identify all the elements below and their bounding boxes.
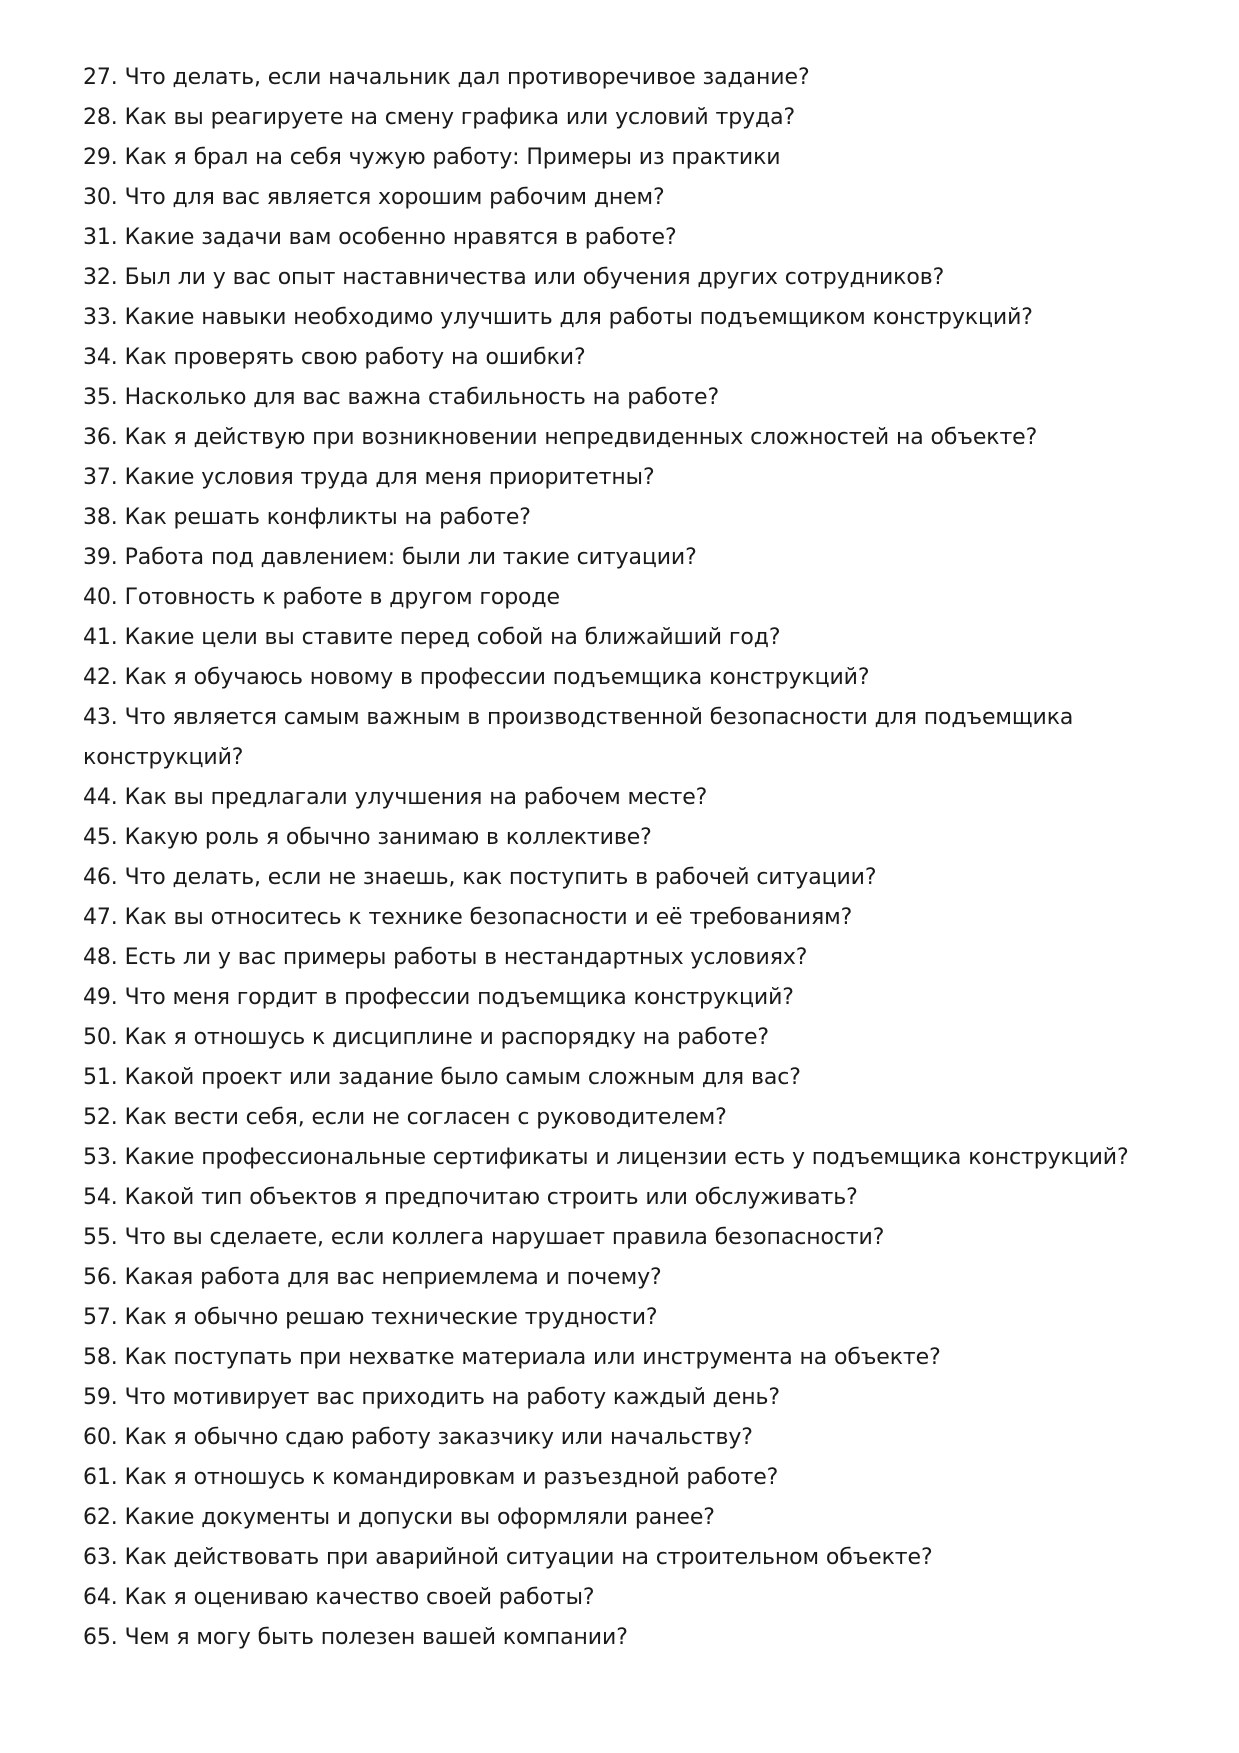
list-item: 61. Как я отношусь к командировкам и разъездной работе?: [83, 1465, 779, 1490]
list-item: 59. Что мотивирует вас приходить на работу каждый день?: [83, 1385, 780, 1410]
list-item: 33. Какие навыки необходимо улучшить для работы подъемщиком конструкций?: [83, 305, 1033, 330]
list-item: 64. Как я оцениваю качество своей работы?: [83, 1585, 595, 1610]
list-item: 31. Какие задачи вам особенно нравятся в работе?: [83, 225, 677, 250]
list-item: 46. Что делать, если не знаешь, как поступить в рабочей ситуации?: [83, 865, 877, 890]
list-item: 56. Какая работа для вас неприемлема и почему?: [83, 1265, 662, 1290]
list-item: 55. Что вы сделаете, если коллега нарушает правила безопасности?: [83, 1225, 885, 1250]
list-item: 48. Есть ли у вас примеры работы в нестандартных условиях?: [83, 945, 808, 970]
list-item: 47. Как вы относитесь к технике безопасности и её требованиям?: [83, 905, 853, 930]
list-item: 50. Как я отношусь к дисциплине и распорядку на работе?: [83, 1025, 769, 1050]
list-item: 36. Как я действую при возникновении непредвиденных сложностей на объекте?: [83, 425, 1038, 450]
list-item: 58. Как поступать при нехватке материала или инструмента на объекте?: [83, 1345, 941, 1370]
list-item: 49. Что меня гордит в профессии подъемщика конструкций?: [83, 985, 794, 1010]
list-item: 51. Какой проект или задание было самым сложным для вас?: [83, 1065, 801, 1090]
list-item: 30. Что для вас является хорошим рабочим днем?: [83, 185, 665, 210]
list-item: 42. Как я обучаюсь новому в профессии подъемщика конструкций?: [83, 665, 870, 690]
list-item: 57. Как я обычно решаю технические трудности?: [83, 1305, 658, 1330]
list-item: 52. Как вести себя, если не согласен с руководителем?: [83, 1105, 727, 1130]
list-item: 40. Готовность к работе в другом городе: [83, 585, 560, 610]
list-item: 28. Как вы реагируете на смену графика или условий труда?: [83, 105, 796, 130]
list-item: 45. Какую роль я обычно занимаю в коллективе?: [83, 825, 652, 850]
list-item: 65. Чем я могу быть полезен вашей компании?: [83, 1625, 628, 1650]
list-item: 39. Работа под давлением: были ли такие ситуации?: [83, 545, 697, 570]
list-item: 43. Что является самым важным в производственной безопасности для подъемщика конструкций?: [83, 705, 1074, 770]
list-item: 53. Какие профессиональные сертификаты и лицензии есть у подъемщика конструкций?: [83, 1145, 1129, 1170]
list-item: 29. Как я брал на себя чужую работу: Примеры из практики: [83, 145, 781, 170]
list-item: 41. Какие цели вы ставите перед собой на ближайший год?: [83, 625, 781, 650]
list-item: 27. Что делать, если начальник дал противоречивое задание?: [83, 65, 810, 90]
list-item: 60. Как я обычно сдаю работу заказчику или начальству?: [83, 1425, 753, 1450]
question-list: [83, 58, 1163, 1658]
list-item: 63. Как действовать при аварийной ситуации на строительном объекте?: [83, 1545, 933, 1570]
list-item: 35. Насколько для вас важна стабильность на работе?: [83, 385, 720, 410]
list-item: 38. Как решать конфликты на работе?: [83, 505, 531, 530]
list-item: 54. Какой тип объектов я предпочитаю строить или обслуживать?: [83, 1185, 858, 1210]
list-item: 62. Какие документы и допуски вы оформляли ранее?: [83, 1505, 715, 1530]
list-item: 34. Как проверять свою работу на ошибки?: [83, 345, 586, 370]
list-item: 44. Как вы предлагали улучшения на рабочем месте?: [83, 785, 708, 810]
list-item: 32. Был ли у вас опыт наставничества или обучения других сотрудников?: [83, 265, 945, 290]
list-item: 37. Какие условия труда для меня приоритетны?: [83, 465, 655, 490]
